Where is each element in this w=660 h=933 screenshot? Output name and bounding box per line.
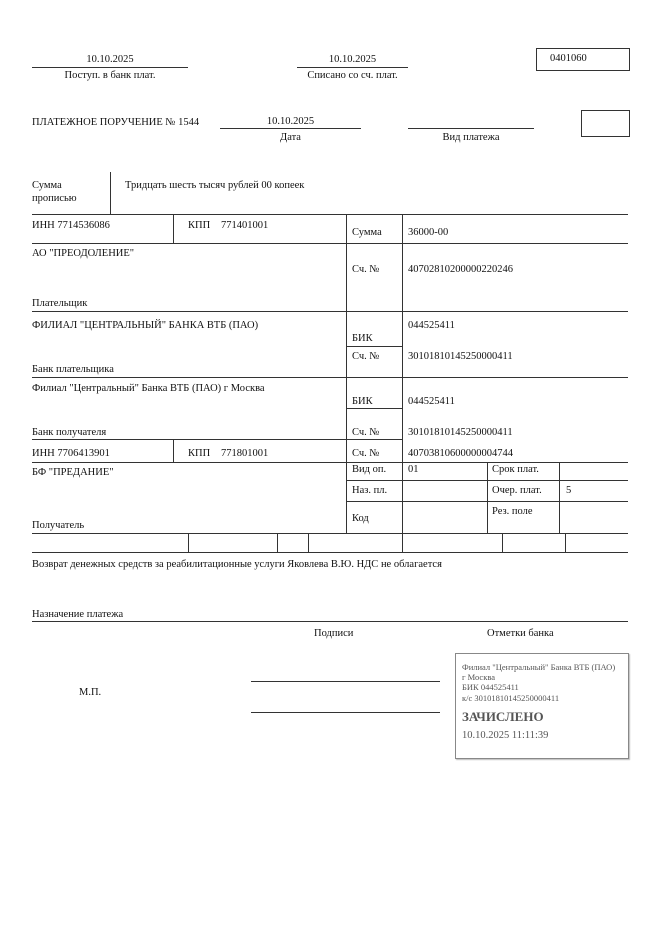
payer-bank-account: 30101810145250000411 [408,351,513,362]
divider [297,67,408,68]
signatures-label: Подписи [314,628,354,639]
divider [32,377,628,378]
divider [32,214,628,215]
divider [32,462,628,463]
date-label: Дата [280,132,301,143]
op-type-label: Вид оп. [352,464,387,475]
debited-label: Списано со сч. плат. [307,70,398,81]
divider [110,172,111,214]
divider [277,533,278,552]
document-title: ПЛАТЕЖНОЕ ПОРУЧЕНИЕ № 1544 [32,117,200,128]
divider [346,408,402,409]
payment-purpose-label: Назначение платежа [32,609,124,620]
payee-bank-name: Филиал "Центральный" Банка ВТБ (ПАО) г Москва [32,383,265,394]
payer-name: АО "ПРЕОДОЛЕНИЕ" [32,248,135,259]
stamp-line-2: г Москва [462,672,495,682]
payee-bank-account: 30101810145250000411 [408,427,513,438]
divider [32,621,628,622]
amount-words: Тридцать шесть тысяч рублей 00 копеек [125,180,305,191]
divider [32,243,628,244]
payer-account-label: Сч. № [352,264,380,275]
debited-date: 10.10.2025 [328,54,377,65]
payer-bank-label: Банк плательщика [32,364,114,375]
divider [308,533,309,552]
form-code: 0401060 [550,53,587,64]
divider [502,533,503,552]
bank-marks-label: Отметки банка [487,628,554,639]
payer-account: 40702810200000220246 [408,264,513,275]
payment-code-box [581,110,630,137]
payee-inn: ИНН 7706413901 [32,448,110,459]
payer-bank-bik: 044525411 [408,320,455,331]
divider [32,552,628,553]
divider [32,533,628,534]
divider [565,533,566,552]
code-label: Код [352,513,369,524]
stamp-line-1: Филиал "Центральный" Банка ВТБ (ПАО) [462,662,616,672]
sum-value: 36000-00 [408,227,449,238]
stamp-line-4: к/с 30101810145250000411 [462,693,560,703]
payee-bank-bik-label: БИК [352,396,373,407]
signature-line-2 [251,712,440,713]
divider [32,67,188,68]
amount-words-label-1: Сумма [32,180,62,191]
stamp-line-3: БИК 044525411 [462,682,519,692]
payer-inn: ИНН 7714536086 [32,220,110,231]
divider [402,214,403,552]
purpose-code-label: Наз. пл. [352,485,388,496]
payer-bank-account-label: Сч. № [352,351,380,362]
payee-kpp: 771801001 [221,448,269,459]
divider [32,311,628,312]
op-type: 01 [408,464,419,475]
payee-account-label: Сч. № [352,448,380,459]
divider [346,214,347,533]
payee-label: Получатель [32,520,85,531]
priority-label: Очер. плат. [492,485,542,496]
reserve-label: Рез. поле [492,506,533,517]
seal-label: М.П. [79,687,102,698]
divider [188,533,189,552]
payer-bank-bik-label: БИК [352,333,373,344]
payer-label: Плательщик [32,298,88,309]
payment-type-line [408,128,534,129]
payment-purpose: Возврат денежных средств за реабилитационные услуги Яковлева В.Ю. НДС не облагается [32,559,442,570]
divider [559,462,560,533]
stamp-status: ЗАЧИСЛЕНО [462,709,544,724]
stamp-datetime: 10.10.2025 11:11:39 [462,730,549,741]
payer-kpp: 771401001 [221,220,269,231]
payer-kpp-label: КПП [188,220,211,231]
divider [220,128,361,129]
divider [173,214,174,243]
document-date: 10.10.2025 [266,116,315,127]
divider [173,439,174,462]
bank-stamp [455,653,629,759]
sum-label: Сумма [352,227,382,238]
due-label: Срок плат. [492,464,539,475]
payee-account: 40703810600000004744 [408,448,513,459]
received-label: Поступ. в банк плат. [64,70,156,81]
payment-type-label: Вид платежа [442,132,500,143]
payee-bank-bik: 044525411 [408,396,455,407]
priority: 5 [566,485,572,496]
divider [487,462,488,533]
received-date: 10.10.2025 [86,54,134,65]
amount-words-label-2: прописью [32,193,77,204]
signature-line-1 [251,681,440,682]
payee-bank-account-label: Сч. № [352,427,380,438]
payee-bank-label: Банк получателя [32,427,107,438]
payee-kpp-label: КПП [188,448,211,459]
payee-name: БФ "ПРЕДАНИЕ" [32,467,114,478]
payer-bank-name: ФИЛИАЛ "ЦЕНТРАЛЬНЫЙ" БАНКА ВТБ (ПАО) [32,320,259,331]
divider [346,346,402,347]
